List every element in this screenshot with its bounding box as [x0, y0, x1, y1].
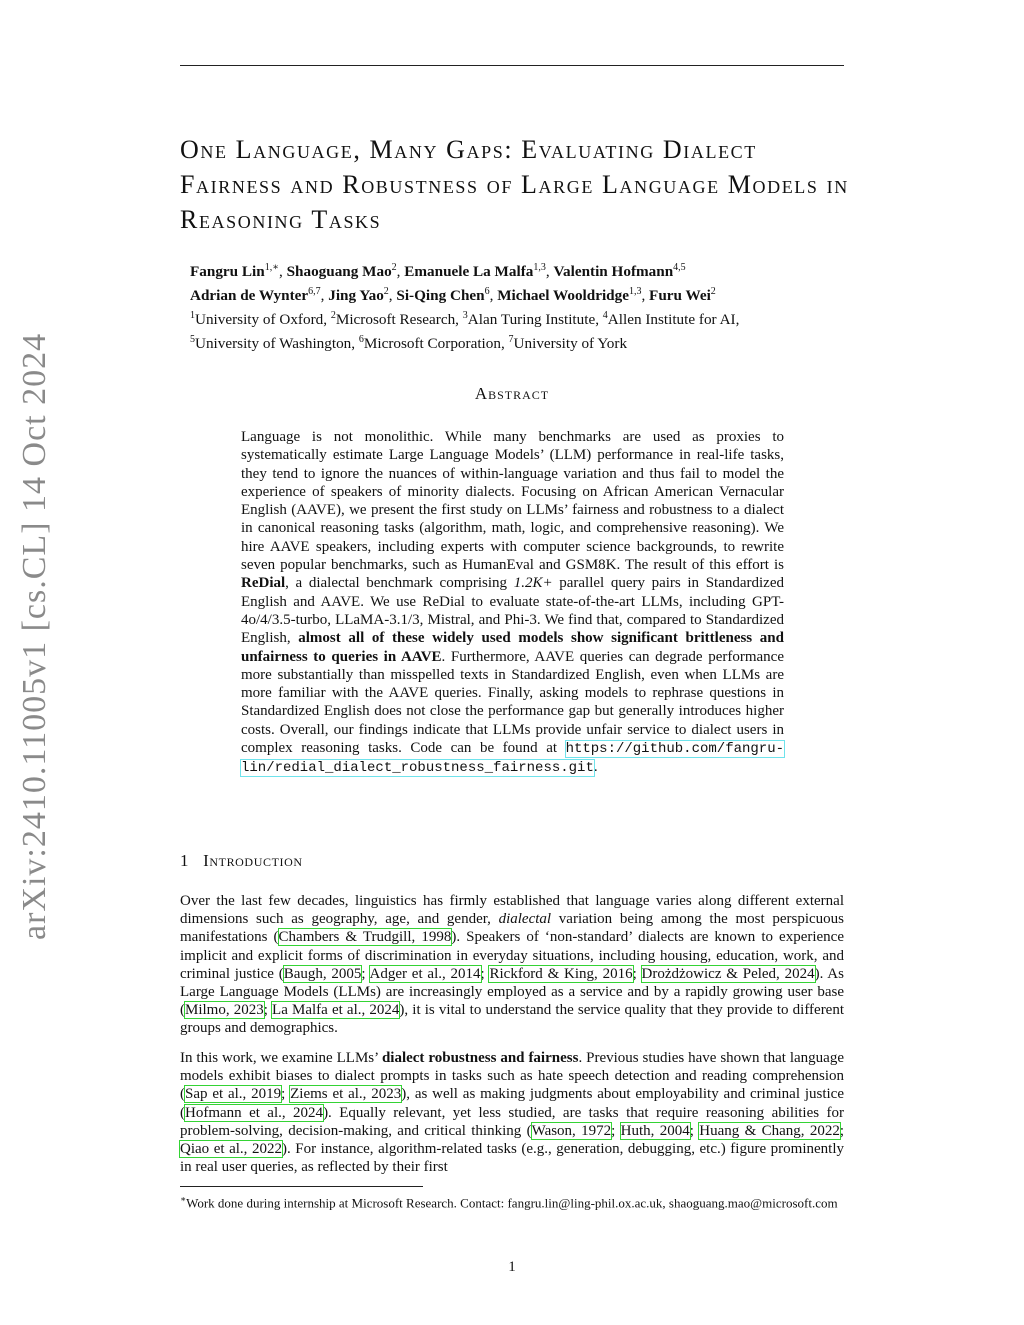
- author-name: Michael Wooldridge: [497, 287, 629, 305]
- separator: ;: [689, 1122, 700, 1139]
- affil-mark: 2: [330, 310, 336, 322]
- paragraph-text: In this work, we examine LLMs’: [180, 1050, 382, 1066]
- author-affil-mark: 1,3: [533, 262, 546, 273]
- citation-link[interactable]: Drożdżowicz & Peled, 2024: [641, 965, 815, 982]
- affil-mark: 4: [602, 310, 608, 322]
- author-name: Valentin Hofmann: [553, 263, 674, 281]
- abstract-body: [241, 428, 784, 778]
- separator: ;: [281, 1086, 291, 1103]
- footnote-mark: ∗: [180, 1194, 187, 1204]
- author-affil-mark: 2: [383, 286, 389, 298]
- intro-paragraph-2: [180, 1049, 844, 1176]
- key-finding: almost all of these widely used models show significant brittleness and unfairness to queries in AAVE: [241, 630, 784, 665]
- separator: ;: [361, 965, 370, 982]
- author-affil-mark: 6,7: [308, 286, 321, 298]
- citation-link[interactable]: Huth, 2004: [620, 1122, 690, 1139]
- citation-link[interactable]: Wason, 1972: [531, 1122, 612, 1139]
- abstract-text: . Furthermore, AAVE queries can degrade performance more substantially than misspelled texts in Standardized English, even when LLMs are more familiar with the AAVE queries. Finally, asking models to rephrase questions in Standardized English does not close the performance gap but generally introduces higher costs. Overall, our findings indicate that LLMs provide unfair service to dialect users in complex reasoning tasks. Code can be found at: [241, 648, 784, 757]
- section-number: 1: [180, 851, 190, 870]
- header-rule: [180, 65, 844, 66]
- affil-mark: 1: [190, 310, 195, 322]
- citation-link[interactable]: Adger et al., 2014: [369, 965, 481, 982]
- affiliation: University of Oxford,: [195, 311, 331, 329]
- author-name: Fangru Lin: [190, 263, 265, 281]
- citation-link[interactable]: Chambers & Trudgill, 1998: [278, 929, 452, 946]
- abstract-text: Language is not monolithic. While many benchmarks are used as proxies to systematically estimate Large Language Models’ (LLM) performance in real-life tasks, they tend to ignore the nuances of within-language variation and thus fail to model the experience of speakers of minority dialects. Focusing on African American Vernacular English (AAVE), we present the first study on LLMs’ fairness and robustness to a dialect in canonical reasoning tasks (algorithm, math, logic, and comprehensive reasoning). We hire AAVE speakers, including experts with computer science backgrounds, to rewrite seven popular benchmarks, such as HumanEval and GSM8K. The result of this effort is: [241, 429, 784, 574]
- author-block: [190, 258, 850, 354]
- section-title: Introduction: [203, 851, 303, 870]
- affiliation: Alan Turing Institute,: [467, 311, 603, 329]
- citation-link[interactable]: Milmo, 2023: [185, 1002, 264, 1019]
- affiliation: Microsoft Corporation,: [363, 335, 509, 353]
- citation-link[interactable]: Huang & Chang, 2022: [699, 1122, 840, 1139]
- affil-mark: 5: [190, 334, 195, 346]
- affil-mark: 3: [462, 310, 468, 322]
- author-affil-mark: 2: [710, 286, 716, 298]
- affiliation-line-2: [190, 330, 850, 354]
- math-expression: 1.2K+: [513, 575, 553, 592]
- citation-link[interactable]: Hofmann et al., 2024: [185, 1104, 324, 1121]
- author-affil-mark: 6: [484, 286, 490, 298]
- paper-title: One Language, Many Gaps: Evaluating Dialect Fairness and Robustness of Large Language Models in Reasoning Tasks: [180, 135, 849, 234]
- affiliation: University of York: [513, 335, 628, 353]
- paragraph-text: variation being among the most perspicuous manifestations (: [180, 911, 844, 946]
- separator: ;: [839, 1122, 845, 1139]
- affiliation: University of Washington,: [195, 335, 359, 353]
- citation-link[interactable]: Rickford & King, 2016: [489, 965, 633, 982]
- author-line-1: Fangru Lin$^{1,∗}$, Shaoguang Mao$^2$, Emanuele La Malfa$^{1,3}$, Valentin Hofmann$^{4,5}$: [190, 262, 686, 281]
- separator: ;: [632, 965, 642, 982]
- citation-link[interactable]: Sap et al., 2019: [185, 1086, 282, 1103]
- separator: ;: [480, 965, 490, 982]
- code-repository-link[interactable]: https://github.com/fangru-lin/redial_dialect_robustness_fairness.git: [241, 741, 784, 777]
- author-name: Jing Yao: [328, 287, 384, 305]
- author-affil-mark: 1,3: [628, 286, 642, 298]
- abstract-text: , a dialectal benchmark comprising: [285, 575, 514, 592]
- author-name: Emanuele La Malfa: [404, 263, 534, 281]
- author-affil-mark: 1,∗: [264, 262, 279, 273]
- key-term: dialect robustness and fairness: [381, 1050, 579, 1066]
- footnote: [180, 1191, 844, 1211]
- paragraph-text: . Previous studies have shown that language models exhibit biases to dialect prompts in tasks such as hate speech detection and reading comprehension (: [180, 1050, 844, 1103]
- citation-link[interactable]: Ziems et al., 2023: [290, 1086, 402, 1103]
- author-name: Si-Qing Chen: [396, 287, 485, 305]
- abstract-text: .: [593, 759, 598, 776]
- affil-mark: 6: [358, 334, 364, 346]
- abstract-heading: Abstract: [474, 384, 550, 403]
- footnote-text: Work done during internship at Microsoft Research. Contact: fangru.lin@ling-phil.ox.ac.uk, shaoguang.mao@microsoft.com: [186, 1195, 838, 1211]
- intro-paragraph-1: [180, 892, 844, 1038]
- author-name: Shaoguang Mao: [286, 263, 392, 281]
- affiliation-line-1: [190, 306, 850, 330]
- affiliation: Allen Institute for AI,: [607, 311, 740, 329]
- paragraph-text: Over the last few decades, linguistics has firmly established that language varies along different external dimensions such as geography, age, and gender,: [180, 893, 844, 928]
- author-line-2: Adrian de Wynter$^{6,7}$, Jing Yao$^2$, Si-Qing Chen$^6$, Michael Wooldridge$^{1,3}$, Furu Wei$^2$: [190, 286, 716, 305]
- paragraph-text: ). As Large Language Models (LLMs) are increasingly employed as a service and by a rapidly growing user base (: [180, 965, 844, 1019]
- abstract-text: parallel query pairs in Standardized English and AAVE. We use ReDial to evaluate state-of-the-art LLMs, including GPT-4o/4/3.5-turbo, LLaMA-3.1/3, Mistral, and Phi-3. We find that, compared to Standardized English,: [241, 575, 784, 647]
- page-number: 1: [508, 1259, 516, 1275]
- author-name: Adrian de Wynter: [190, 287, 309, 305]
- citation-link[interactable]: La Malfa et al., 2024: [272, 1002, 400, 1019]
- paragraph-text: ). Speakers of ‘non-standard’ dialects are known to experience implicit and explicit forms of discrimination in everyday situations, including housing, education, work, and criminal justice (: [180, 929, 844, 982]
- paragraph-text: ), as well as making judgments about employability and criminal justice (: [180, 1086, 844, 1121]
- author-affil-mark: 4,5: [673, 262, 686, 273]
- arxiv-sidebar-id: arXiv:2410.11005v1 [cs.CL] 14 Oct 2024: [16, 332, 53, 940]
- author-affil-mark: 2: [391, 262, 397, 273]
- affil-mark: 7: [508, 334, 514, 346]
- separator: ;: [263, 1002, 273, 1019]
- footnote-rule: [180, 1186, 423, 1187]
- paragraph-text: ), it is vital to understand the service quality that they provide to different groups and demographics.: [180, 1002, 845, 1037]
- paragraph-text: ). For instance, algorithm-related tasks (e.g., generation, debugging, etc.) figure prominently in real user queries, as reflected by their first: [180, 1141, 844, 1176]
- benchmark-name: ReDial: [241, 575, 286, 592]
- affiliation: Microsoft Research,: [335, 311, 463, 329]
- citation-link[interactable]: Baugh, 2005: [283, 965, 362, 982]
- citation-link[interactable]: Qiao et al., 2022: [180, 1141, 282, 1158]
- separator: ;: [611, 1122, 621, 1139]
- paragraph-text: ). Equally relevant, yet less studied, are tasks that require reasoning abilities for problem-solving, decision-making, and critical thinking (: [180, 1104, 844, 1139]
- section-heading: [180, 851, 303, 871]
- emphasis: dialectal: [498, 911, 552, 928]
- author-name: Furu Wei: [649, 287, 711, 305]
